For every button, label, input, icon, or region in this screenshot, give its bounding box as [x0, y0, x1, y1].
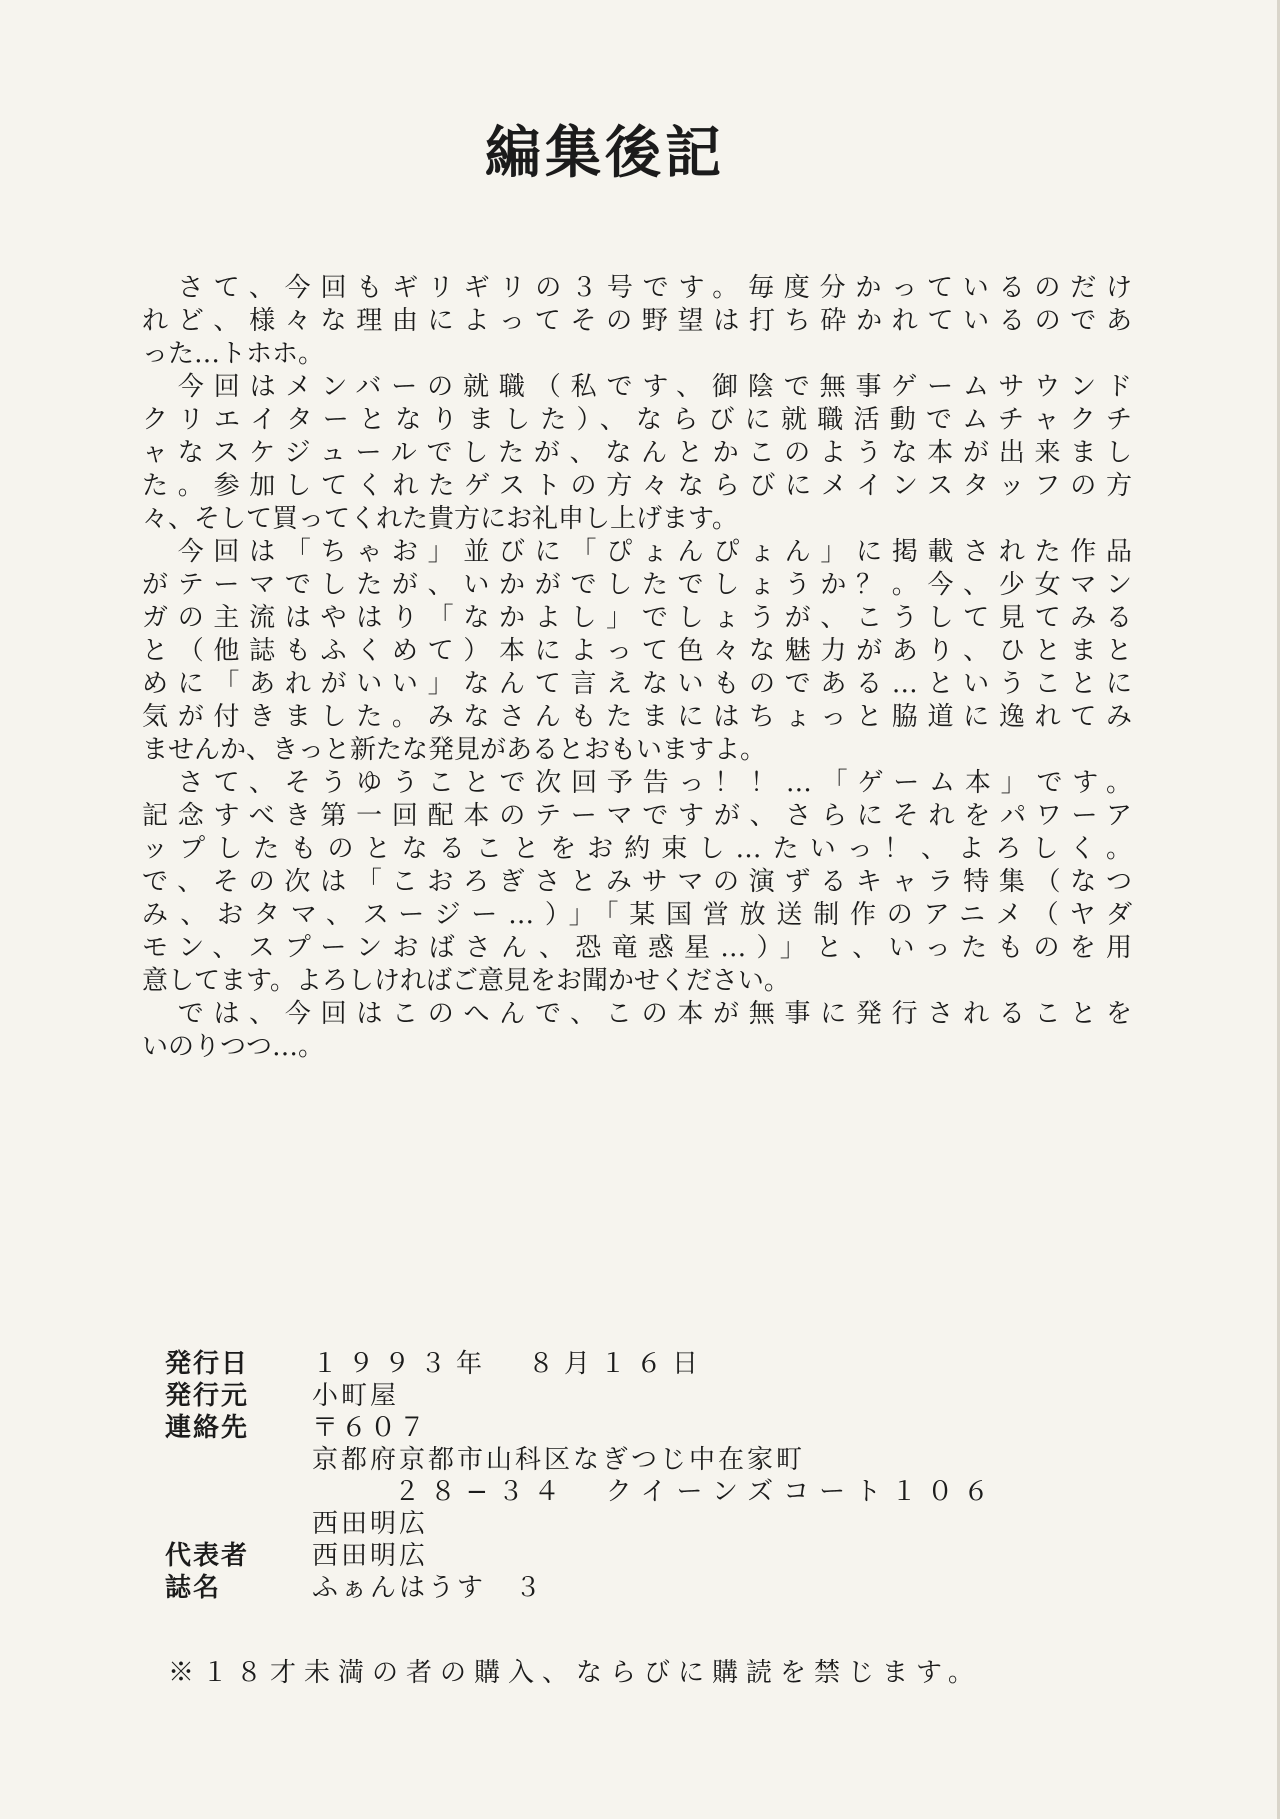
- magazine-value: ふぁんはうす ３: [312, 1573, 545, 1603]
- publisher-value: 小町屋: [312, 1381, 400, 1411]
- body-line: れど、様々な理由によってその野望は打ち砕かれているのであ: [142, 306, 1132, 336]
- body-line: いのりつつ…。: [142, 1032, 325, 1062]
- empty-label: [165, 1444, 312, 1476]
- contact-postal-code: 〒６０７: [312, 1413, 429, 1443]
- body-line: った…トホホ。: [142, 339, 325, 369]
- body-line: めに「あれがいい」なんて言えないものである…ということに: [142, 669, 1132, 699]
- contact-address-line-1: 京都府京都市山科区なぎつじ中在家町: [312, 1445, 806, 1475]
- body-line: では、今回はこのへんで、この本が無事に発行されることを: [142, 999, 1132, 1029]
- colophon-row-address-2: [165, 1476, 1065, 1508]
- body-line: 気が付きました。みなさんもたまにはちょっと脇道に逸れてみ: [142, 702, 1132, 732]
- editorial-body: [142, 272, 1132, 1064]
- contact-label: 連絡先: [165, 1413, 250, 1443]
- magazine-label: 誌名: [165, 1573, 222, 1603]
- body-line: さて、今回もギリギリの３号です。毎度分かっているのだけ: [142, 273, 1132, 303]
- contact-address-line-2: ２８−３４ クイーンズコート１０６: [394, 1477, 1000, 1507]
- body-line: がテーマでしたが、いかがでしたでしょうか？。今、少女マン: [142, 570, 1132, 600]
- issue-date-label: 発行日: [165, 1349, 250, 1379]
- body-line: 意してます。よろしければご意見をお聞かせください。: [142, 966, 790, 996]
- colophon-row-representative: [165, 1540, 1065, 1572]
- body-line: 記念すべき第一回配本のテーマですが、さらにそれをパワーア: [142, 801, 1132, 831]
- body-line: ガの主流はやはり「なかよし」でしょうが、こうして見てみる: [142, 603, 1132, 633]
- issue-date-value: １９９３年 ８月１６日: [312, 1349, 709, 1379]
- body-line: ャなスケジュールでしたが、なんとかこのような本が出来まし: [142, 438, 1132, 468]
- body-line: み、おタマ、スージー…）」「某国営放送制作のアニメ（ヤダ: [142, 900, 1132, 930]
- body-line: ませんか、きっと新たな発見があるとおもいますよ。: [142, 735, 767, 765]
- colophon-row-contact: [165, 1412, 1065, 1444]
- colophon-row-magazine: [165, 1572, 1065, 1604]
- age-restriction-notice: ※１８才未満の者の購入、ならびに購読を禁じます。: [168, 1658, 982, 1688]
- empty-label: [165, 1476, 312, 1508]
- body-line: た。参加してくれたゲストの方々ならびにメインスタッフの方: [142, 471, 1132, 501]
- colophon-row-contact-name: [165, 1508, 1065, 1540]
- body-line: と（他誌もふくめて）本によって色々な魅力があり、ひとまと: [142, 636, 1132, 666]
- colophon-row-issue-date: [165, 1348, 1065, 1380]
- colophon-row-address-1: [165, 1444, 1065, 1476]
- body-line: ップしたものとなることをお約束し…たいっ！、よろしく。: [142, 834, 1132, 864]
- representative-value: 西田明広: [312, 1541, 429, 1571]
- body-line: で、その次は「こおろぎさとみサマの演ずるキャラ特集（なつ: [142, 867, 1132, 897]
- colophon-row-publisher: [165, 1380, 1065, 1412]
- body-line: 今回はメンバーの就職（私です、御陰で無事ゲームサウンド: [142, 372, 1132, 402]
- representative-label: 代表者: [165, 1541, 250, 1571]
- body-line: モン、スプーンおばさん、恐竜惑星…）」と、いったものを用: [142, 933, 1132, 963]
- page-title: 編集後記: [485, 120, 725, 186]
- body-line: 々、そして買ってくれた貴方にお礼申し上げます。: [142, 504, 738, 534]
- body-line: クリエイターとなりました）、ならびに就職活動でムチャクチ: [142, 405, 1132, 435]
- empty-label: [165, 1508, 312, 1540]
- body-line: さて、そうゆうことで次回予告っ！！…「ゲーム本」です。: [142, 768, 1132, 798]
- colophon: [165, 1348, 1065, 1604]
- body-line: 今回は「ちゃお」並びに「ぴょんぴょん」に掲載された作品: [142, 537, 1132, 567]
- publisher-label: 発行元: [165, 1381, 250, 1411]
- contact-name: 西田明広: [312, 1509, 429, 1539]
